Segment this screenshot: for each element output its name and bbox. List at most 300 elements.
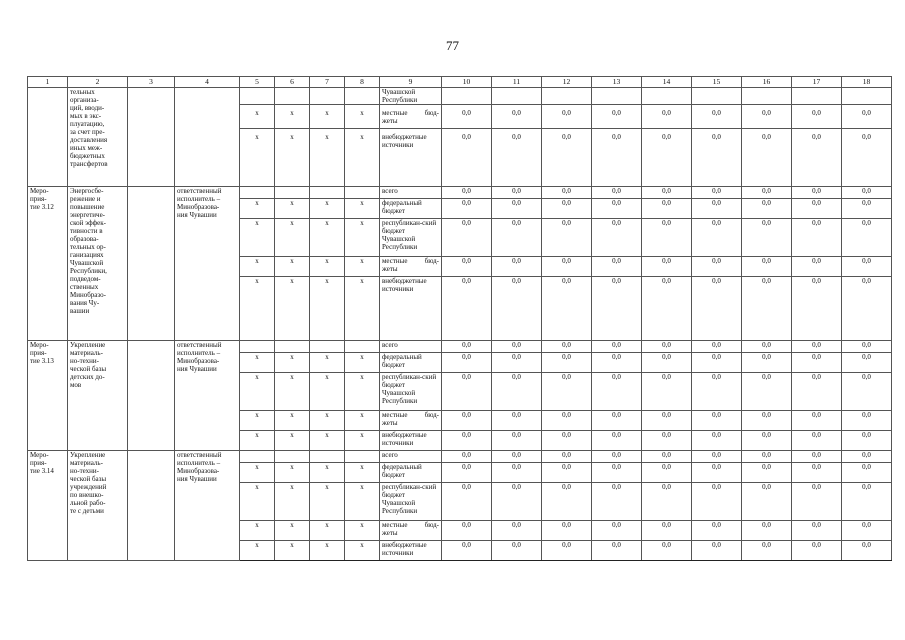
code-cell: x [275, 541, 310, 561]
code-cell [275, 88, 310, 105]
value-cell: 0,0 [642, 353, 692, 373]
value-cell: 0,0 [442, 463, 492, 483]
value-cell: 0,0 [842, 187, 892, 199]
col3-cell [128, 88, 175, 187]
value-cell [742, 88, 792, 105]
value-cell: 0,0 [692, 451, 742, 463]
value-cell: 0,0 [692, 219, 742, 257]
value-cell: 0,0 [742, 483, 792, 521]
value-cell: 0,0 [642, 129, 692, 187]
value-cell: 0,0 [742, 451, 792, 463]
value-cell: 0,0 [592, 199, 642, 219]
value-cell: 0,0 [492, 257, 542, 277]
value-cell: 0,0 [642, 187, 692, 199]
activity-id-cell [28, 341, 68, 451]
value-cell: 0,0 [642, 541, 692, 561]
value-cell: 0,0 [592, 105, 642, 129]
code-cell: x [310, 277, 345, 341]
value-cell: 0,0 [642, 411, 692, 431]
value-cell: 0,0 [542, 463, 592, 483]
code-cell: x [275, 199, 310, 219]
column-header-4: 4 [175, 77, 240, 88]
cell-line: Минобразо- [70, 291, 106, 299]
code-cell [240, 88, 275, 105]
column-header-18: 18 [842, 77, 892, 88]
value-cell: 0,0 [492, 373, 542, 411]
source-cell: внебюджетные источники [380, 431, 442, 451]
value-cell: 0,0 [792, 277, 842, 341]
value-cell: 0,0 [842, 431, 892, 451]
code-cell [240, 341, 275, 353]
cell-line: ответственный [177, 451, 222, 459]
code-cell: x [240, 129, 275, 187]
value-cell: 0,0 [792, 373, 842, 411]
code-cell: x [345, 199, 380, 219]
value-cell [842, 88, 892, 105]
value-cell: 0,0 [692, 187, 742, 199]
value-cell: 0,0 [742, 463, 792, 483]
activity-id-cell [28, 187, 68, 341]
value-cell: 0,0 [742, 105, 792, 129]
value-cell: 0,0 [842, 199, 892, 219]
value-cell: 0,0 [742, 353, 792, 373]
value-cell: 0,0 [792, 541, 842, 561]
cell-line: Минобразова- [177, 203, 220, 211]
value-cell: 0,0 [642, 277, 692, 341]
code-cell: x [275, 411, 310, 431]
code-cell: x [240, 353, 275, 373]
activity-name-cell [68, 88, 128, 187]
cell-line: ций, вводи- [70, 104, 105, 112]
value-cell: 0,0 [792, 105, 842, 129]
value-cell: 0,0 [442, 199, 492, 219]
value-cell: 0,0 [442, 341, 492, 353]
table-body [28, 88, 892, 561]
value-cell: 0,0 [692, 199, 742, 219]
value-cell: 0,0 [592, 541, 642, 561]
code-cell [275, 451, 310, 463]
source-cell: республикан-ский бюджет Чувашской Республики [380, 373, 442, 411]
column-header-5: 5 [240, 77, 275, 88]
code-cell: x [275, 353, 310, 373]
value-cell: 0,0 [742, 521, 792, 541]
value-cell: 0,0 [842, 353, 892, 373]
cell-line: прия- [30, 459, 47, 467]
table-header [28, 77, 892, 88]
value-cell: 0,0 [492, 463, 542, 483]
value-cell: 0,0 [642, 431, 692, 451]
value-cell: 0,0 [592, 353, 642, 373]
column-header-14: 14 [642, 77, 692, 88]
code-cell: x [240, 521, 275, 541]
activity-name-cell [68, 341, 128, 451]
value-cell: 0,0 [442, 483, 492, 521]
value-cell: 0,0 [642, 341, 692, 353]
value-cell: 0,0 [592, 521, 642, 541]
value-cell: 0,0 [542, 431, 592, 451]
code-cell [345, 187, 380, 199]
cell-line: тие 3.12 [30, 203, 54, 211]
value-cell: 0,0 [692, 277, 742, 341]
value-cell: 0,0 [592, 219, 642, 257]
column-header-2: 2 [68, 77, 128, 88]
value-cell: 0,0 [442, 277, 492, 341]
cell-line: но-техни- [70, 357, 99, 365]
value-cell: 0,0 [792, 341, 842, 353]
source-cell: местные бюд-жеты [380, 521, 442, 541]
column-header-7: 7 [310, 77, 345, 88]
value-cell: 0,0 [642, 219, 692, 257]
value-cell: 0,0 [592, 341, 642, 353]
activity-id-cell [28, 451, 68, 561]
table-row [28, 187, 892, 199]
code-cell: x [240, 483, 275, 521]
value-cell [592, 88, 642, 105]
cell-line: Минобразова- [177, 357, 220, 365]
cell-line: бюджетных [70, 152, 105, 160]
value-cell: 0,0 [792, 257, 842, 277]
cell-line: исполнитель – [177, 459, 221, 467]
code-cell: x [240, 463, 275, 483]
value-cell: 0,0 [592, 483, 642, 521]
code-cell: x [345, 541, 380, 561]
source-cell: федеральный бюджет [380, 353, 442, 373]
cell-line: тие 3.13 [30, 357, 54, 365]
value-cell: 0,0 [492, 129, 542, 187]
value-cell: 0,0 [642, 105, 692, 129]
cell-line: иных меж- [70, 144, 103, 152]
page-number: 77 [446, 38, 459, 53]
cell-line: ческой базы [70, 475, 107, 483]
code-cell: x [310, 105, 345, 129]
cell-line: Укрепление [70, 451, 106, 459]
value-cell: 0,0 [692, 521, 742, 541]
code-cell: x [310, 129, 345, 187]
value-cell: 0,0 [492, 219, 542, 257]
source-cell: внебюджетные источники [380, 541, 442, 561]
value-cell: 0,0 [642, 199, 692, 219]
code-cell: x [275, 431, 310, 451]
value-cell: 0,0 [792, 199, 842, 219]
value-cell: 0,0 [492, 187, 542, 199]
value-cell: 0,0 [792, 411, 842, 431]
value-cell: 0,0 [542, 353, 592, 373]
value-cell: 0,0 [692, 463, 742, 483]
column-header-11: 11 [492, 77, 542, 88]
code-cell: x [345, 219, 380, 257]
value-cell: 0,0 [492, 341, 542, 353]
cell-line: исполнитель – [177, 195, 221, 203]
code-cell [240, 187, 275, 199]
value-cell: 0,0 [742, 219, 792, 257]
value-cell: 0,0 [492, 277, 542, 341]
cell-line: ния Чувашии [177, 365, 217, 373]
value-cell: 0,0 [442, 431, 492, 451]
value-cell: 0,0 [692, 411, 742, 431]
value-cell: 0,0 [442, 353, 492, 373]
code-cell: x [345, 463, 380, 483]
value-cell: 0,0 [842, 463, 892, 483]
value-cell: 0,0 [692, 353, 742, 373]
cell-line: детских до- [70, 373, 105, 381]
cell-line: организа- [70, 96, 99, 104]
cell-line: ственных [70, 283, 99, 291]
source-cell: всего [380, 451, 442, 463]
value-cell: 0,0 [492, 451, 542, 463]
code-cell: x [275, 219, 310, 257]
value-cell: 0,0 [642, 463, 692, 483]
cell-line: тие 3.14 [30, 467, 54, 475]
value-cell: 0,0 [592, 187, 642, 199]
code-cell: x [310, 199, 345, 219]
code-cell: x [240, 257, 275, 277]
code-cell: x [275, 463, 310, 483]
budget-table [27, 76, 892, 561]
code-cell [310, 88, 345, 105]
value-cell: 0,0 [642, 373, 692, 411]
value-cell: 0,0 [792, 353, 842, 373]
value-cell: 0,0 [842, 105, 892, 129]
column-header-15: 15 [692, 77, 742, 88]
value-cell: 0,0 [592, 373, 642, 411]
value-cell: 0,0 [592, 451, 642, 463]
cell-line: ческой базы [70, 365, 107, 373]
value-cell: 0,0 [792, 431, 842, 451]
value-cell: 0,0 [592, 431, 642, 451]
code-cell: x [345, 411, 380, 431]
code-cell [275, 187, 310, 199]
value-cell: 0,0 [542, 483, 592, 521]
value-cell: 0,0 [442, 187, 492, 199]
cell-line: вашии [70, 307, 90, 315]
source-cell: местные бюд-жеты [380, 105, 442, 129]
cell-line: Укрепление [70, 341, 106, 349]
code-cell: x [275, 521, 310, 541]
source-cell: всего [380, 187, 442, 199]
value-cell: 0,0 [492, 199, 542, 219]
cell-line: режение и [70, 195, 101, 203]
cell-line: подведом- [70, 275, 101, 283]
value-cell: 0,0 [842, 541, 892, 561]
value-cell: 0,0 [692, 105, 742, 129]
cell-line: материаль- [70, 459, 103, 467]
value-cell: 0,0 [792, 483, 842, 521]
value-cell: 0,0 [792, 463, 842, 483]
code-cell [345, 341, 380, 353]
source-cell: местные бюд-жеты [380, 411, 442, 431]
cell-line: Меро- [30, 341, 49, 349]
value-cell: 0,0 [592, 129, 642, 187]
value-cell: 0,0 [592, 463, 642, 483]
value-cell: 0,0 [742, 199, 792, 219]
cell-line: мых в экс- [70, 112, 102, 120]
code-cell [310, 187, 345, 199]
value-cell: 0,0 [692, 257, 742, 277]
code-cell: x [240, 277, 275, 341]
source-cell: федеральный бюджет [380, 463, 442, 483]
value-cell: 0,0 [692, 373, 742, 411]
code-cell: x [275, 129, 310, 187]
code-cell: x [345, 431, 380, 451]
code-cell: x [345, 373, 380, 411]
code-cell: x [275, 105, 310, 129]
code-cell: x [240, 105, 275, 129]
value-cell: 0,0 [442, 105, 492, 129]
column-header-9: 9 [380, 77, 442, 88]
code-cell: x [240, 199, 275, 219]
col3-cell [128, 341, 175, 451]
code-cell: x [310, 431, 345, 451]
cell-line: за счет пре- [70, 128, 105, 136]
value-cell: 0,0 [792, 187, 842, 199]
code-cell: x [345, 521, 380, 541]
value-cell: 0,0 [742, 277, 792, 341]
value-cell: 0,0 [492, 353, 542, 373]
value-cell: 0,0 [842, 483, 892, 521]
cell-line: ской эффек- [70, 219, 106, 227]
value-cell: 0,0 [692, 541, 742, 561]
code-cell: x [310, 521, 345, 541]
value-cell: 0,0 [542, 521, 592, 541]
activity-name-cell [68, 187, 128, 341]
source-cell: внебюджетные источники [380, 277, 442, 341]
value-cell [442, 88, 492, 105]
source-cell: республикан-ский бюджет Чувашской Республики [380, 219, 442, 257]
value-cell [792, 88, 842, 105]
code-cell: x [310, 411, 345, 431]
value-cell: 0,0 [442, 257, 492, 277]
code-cell: x [240, 431, 275, 451]
cell-line: ответственный [177, 187, 222, 195]
value-cell: 0,0 [592, 411, 642, 431]
code-cell: x [240, 373, 275, 411]
activity-name-cell [68, 451, 128, 561]
source-cell: внебюджетные источники [380, 129, 442, 187]
cell-line: повышение [70, 203, 105, 211]
code-cell: x [310, 219, 345, 257]
cell-line: исполнитель – [177, 349, 221, 357]
value-cell: 0,0 [542, 105, 592, 129]
cell-line: Меро- [30, 187, 49, 195]
executor-cell [175, 341, 240, 451]
cell-line: тельных ор- [70, 243, 106, 251]
code-cell [240, 451, 275, 463]
code-cell: x [310, 257, 345, 277]
cell-line: прия- [30, 349, 47, 357]
value-cell: 0,0 [492, 483, 542, 521]
code-cell: x [310, 483, 345, 521]
value-cell: 0,0 [442, 129, 492, 187]
code-cell [345, 88, 380, 105]
value-cell: 0,0 [842, 129, 892, 187]
cell-line: но-техни- [70, 467, 99, 475]
column-header-6: 6 [275, 77, 310, 88]
cell-line: льной рабо- [70, 499, 106, 507]
value-cell: 0,0 [442, 451, 492, 463]
code-cell: x [240, 541, 275, 561]
cell-line: образова- [70, 235, 99, 243]
col3-cell [128, 187, 175, 341]
value-cell: 0,0 [742, 187, 792, 199]
value-cell: 0,0 [492, 541, 542, 561]
code-cell: x [345, 257, 380, 277]
cell-line: учреждений [70, 483, 107, 491]
executor-cell [175, 187, 240, 341]
value-cell: 0,0 [642, 521, 692, 541]
cell-line: Меро- [30, 451, 49, 459]
cell-line: ния Чувашии [177, 475, 217, 483]
value-cell: 0,0 [442, 411, 492, 431]
value-cell: 0,0 [542, 129, 592, 187]
cell-line: по внешко- [70, 491, 104, 499]
executor-cell [175, 451, 240, 561]
cell-line: энергетиче- [70, 211, 106, 219]
code-cell: x [240, 219, 275, 257]
cell-line: ния Чувашии [177, 211, 217, 219]
cell-line: Республики, [70, 267, 107, 275]
value-cell: 0,0 [842, 219, 892, 257]
code-cell: x [345, 277, 380, 341]
cell-line: прия- [30, 195, 47, 203]
column-header-17: 17 [792, 77, 842, 88]
value-cell: 0,0 [542, 277, 592, 341]
code-cell: x [275, 257, 310, 277]
cell-line: вания Чу- [70, 299, 100, 307]
code-cell: x [345, 353, 380, 373]
value-cell: 0,0 [792, 129, 842, 187]
value-cell: 0,0 [542, 257, 592, 277]
code-cell: x [310, 541, 345, 561]
value-cell: 0,0 [842, 341, 892, 353]
code-cell [310, 341, 345, 353]
value-cell: 0,0 [492, 411, 542, 431]
code-cell: x [310, 373, 345, 411]
value-cell [542, 88, 592, 105]
value-cell: 0,0 [742, 341, 792, 353]
value-cell: 0,0 [792, 451, 842, 463]
table-row [28, 451, 892, 463]
column-header-8: 8 [345, 77, 380, 88]
value-cell: 0,0 [542, 451, 592, 463]
code-cell: x [310, 353, 345, 373]
value-cell: 0,0 [842, 257, 892, 277]
value-cell: 0,0 [542, 199, 592, 219]
value-cell: 0,0 [542, 219, 592, 257]
column-header-3: 3 [128, 77, 175, 88]
column-header-1: 1 [28, 77, 68, 88]
code-cell: x [275, 483, 310, 521]
cell-line: мов [70, 381, 82, 389]
value-cell: 0,0 [742, 129, 792, 187]
value-cell: 0,0 [542, 341, 592, 353]
cell-line: Энергосбе- [70, 187, 104, 195]
value-cell: 0,0 [692, 431, 742, 451]
cell-line: доставления [70, 136, 108, 144]
table-row [28, 88, 892, 105]
value-cell: 0,0 [442, 219, 492, 257]
value-cell: 0,0 [792, 219, 842, 257]
code-cell: x [275, 373, 310, 411]
executor-cell [175, 88, 240, 187]
cell-line: тельных [70, 88, 95, 96]
cell-line: ответственный [177, 341, 222, 349]
code-cell: x [240, 411, 275, 431]
column-header-16: 16 [742, 77, 792, 88]
table-row [28, 341, 892, 353]
source-cell: всего [380, 341, 442, 353]
value-cell: 0,0 [742, 373, 792, 411]
value-cell: 0,0 [792, 521, 842, 541]
